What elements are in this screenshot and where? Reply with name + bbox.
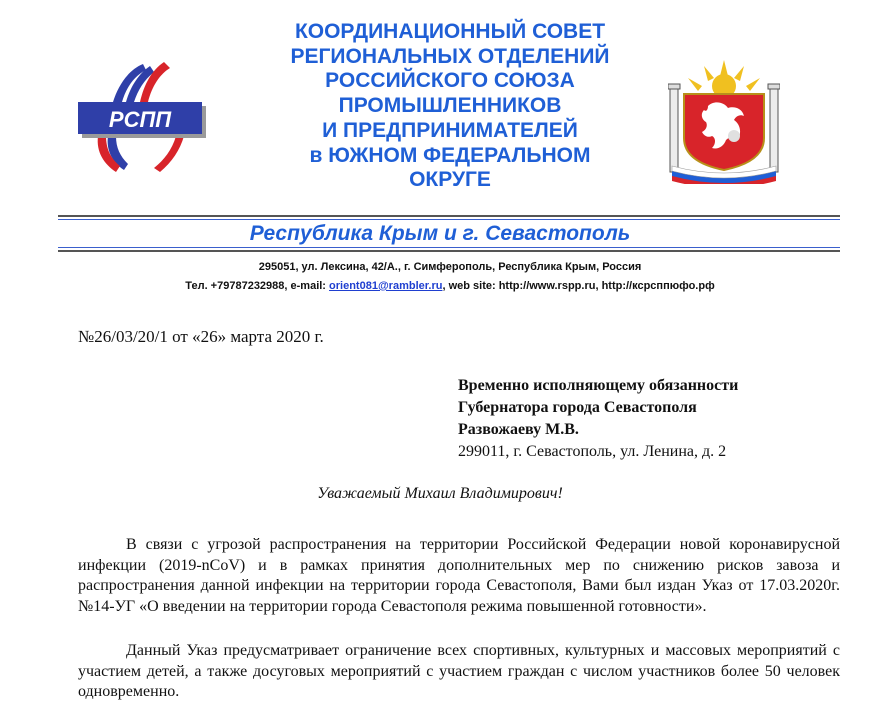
contacts-line [60, 279, 840, 293]
title-line: И ПРЕДПРИНИМАТЕЛЕЙ [322, 118, 578, 142]
title-line: РОССИЙСКОГО СОЮЗА [325, 69, 575, 93]
document-number: №26/03/20/1 от «26» марта 2020 г. [78, 327, 324, 346]
addressee-name: Развожаеву М.В. [458, 421, 579, 438]
greeting: Уважаемый Михаил Владимирович! [317, 485, 563, 502]
rspp-logo-text: РСПП [108, 107, 172, 132]
addressee-position: Временно исполняющему обязанности [458, 377, 739, 394]
title-line: РЕГИОНАЛЬНЫХ ОТДЕЛЕНИЙ [290, 44, 610, 68]
organization-title [230, 20, 670, 193]
email-link[interactable]: orient081@rambler.ru [329, 280, 443, 292]
contacts-prefix: Тел. +79787232988, e-mail: [185, 280, 330, 292]
body-paragraph-2: Данный Указ предусматривает ограничение всех спортивных, культурных и массовых мероприятий с участием детей, а также досуговых мероприятий с участием граждан с числом участников более 50 человек одновременно. [78, 642, 840, 700]
header-divider-top-blue [58, 219, 840, 220]
addressee-title: Губернатора города Севастополя [458, 399, 697, 416]
body-paragraph-1: В связи с угрозой распространения на территории Российской Федерации новой коронавирусной инфекции (2019-nCoV) и в рамках принятия дополнительных мер по снижению рисков завоза и распространения данной инфекции на территории города Севастополя, Вами был издан Указ от 17.03.2020г. №14-УГ «О введении на территории города Севастополя режима повышенной готовности». [78, 536, 840, 615]
addressee-address: 299011, г. Севастополь, ул. Ленина, д. 2 [458, 443, 727, 460]
crimea-coat-of-arms [668, 58, 780, 184]
header-divider-bottom-blue [58, 247, 840, 248]
contacts-suffix: , web site: http://www.rspp.ru, http://ксрсппюфо.рф [442, 280, 715, 292]
rspp-logo [68, 56, 218, 176]
header-divider-top [58, 215, 840, 217]
title-line: ПРОМЫШЛЕННИКОВ [338, 94, 562, 118]
title-line: ОКРУГЕ [409, 168, 491, 192]
addressee-block [458, 375, 738, 463]
postal-address: 295051, ул. Лексина, 42/А., г. Симферополь, Республика Крым, Россия [258, 261, 642, 273]
title-line: в ЮЖНОМ ФЕДЕРАЛЬНОМ [309, 143, 591, 167]
region-title: Республика Крым и г. Севастополь [249, 222, 631, 245]
header-divider-bottom [58, 250, 840, 252]
title-line: КООРДИНАЦИОННЫЙ СОВЕТ [294, 20, 606, 43]
